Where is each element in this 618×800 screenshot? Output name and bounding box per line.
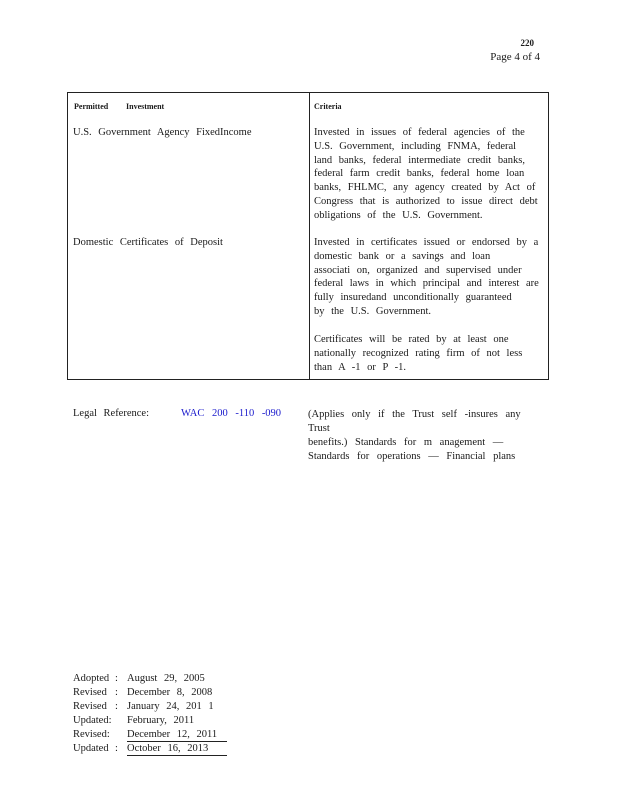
- history-row: [73, 728, 227, 742]
- history-label: Updated: [73, 743, 109, 754]
- history-colon: :: [115, 687, 118, 698]
- history-label: Revised: [73, 687, 107, 698]
- header-permitted: Permitted: [74, 102, 109, 111]
- history-date: December 12, 2011: [127, 728, 227, 742]
- legal-line: (Applies only if the Trust self -insures any Trust: [308, 409, 521, 434]
- policy-number: 220: [520, 38, 534, 48]
- criteria-line: domestic bank or a savings and loan: [314, 250, 491, 262]
- legal-reference-description: [308, 408, 536, 464]
- history-label: Updated:: [73, 715, 112, 726]
- criteria-line: by the U.S. Government.: [314, 305, 431, 317]
- history-date: January 24, 201 1: [127, 701, 214, 712]
- wac-reference-link[interactable]: WAC 200 -110 -090: [181, 408, 282, 419]
- history-colon: :: [115, 673, 118, 684]
- criteria-line: obligations of the U.S. Government.: [314, 209, 483, 221]
- criteria-line: Invested in issues of federal agencies of the: [314, 127, 525, 138]
- history-row: [73, 714, 227, 728]
- criteria-line: land banks, federal intermediate credit banks,: [314, 154, 525, 166]
- criteria-line: federal farm credit banks, federal home loan: [314, 168, 525, 180]
- history-row: [73, 686, 227, 700]
- column-divider: [309, 93, 310, 379]
- header-investment: Investment: [126, 102, 165, 111]
- history-colon: :: [115, 701, 118, 712]
- criteria-line: U.S. Government, including FNMA, federal: [314, 140, 517, 152]
- history-colon: [115, 728, 127, 742]
- criteria-line: fully insuredand unconditionally guaranteed: [314, 292, 512, 304]
- criteria-line: banks, FHLMC, any agency created by Act of: [314, 182, 536, 194]
- page-indicator: Page 4 of 4: [490, 51, 540, 63]
- criteria-line: than A -1 or P -1.: [314, 361, 406, 373]
- history-label: Revised:: [73, 729, 110, 740]
- criteria-line: Invested in certificates issued or endorsed by a: [314, 237, 539, 248]
- criteria-line: associati on, organized and supervised under: [314, 264, 522, 276]
- history-date: December 8, 2008: [127, 687, 213, 698]
- legal-line: Standards for operations — Financial plans: [308, 451, 516, 462]
- header-criteria: Criteria: [314, 102, 342, 111]
- history-date: February, 2011: [127, 715, 195, 726]
- criteria-domestic-cds: [314, 236, 540, 319]
- history-colon: [115, 714, 127, 728]
- legal-reference-label: Legal Reference:: [73, 408, 149, 419]
- history-row: [73, 672, 227, 686]
- history-label: Revised: [73, 701, 107, 712]
- history-row: [73, 742, 227, 756]
- criteria-line: Certificates will be rated by at least one: [314, 334, 509, 345]
- history-label: Adopted: [73, 673, 110, 684]
- history-date: August 29, 2005: [127, 673, 205, 684]
- criteria-line: nationally recognized rating firm of not less: [314, 347, 523, 359]
- criteria-us-gov-agency: [314, 126, 540, 223]
- investment-us-gov-agency: U.S. Government Agency FixedIncome: [73, 127, 252, 138]
- criteria-line: federal laws in which principal and interest are: [314, 278, 539, 290]
- legal-line: benefits.) Standards for m anagement —: [308, 437, 504, 448]
- criteria-line: Congress that is authorized to issue direct debt: [314, 195, 538, 207]
- criteria-domestic-cds-rating: [314, 333, 540, 374]
- history-colon: :: [115, 743, 118, 754]
- history-row: [73, 700, 227, 714]
- investment-domestic-cds: Domestic Certificates of Deposit: [73, 237, 223, 248]
- investment-table: [67, 92, 549, 380]
- history-date: October 16, 2013: [127, 742, 227, 756]
- revision-history: [73, 672, 227, 756]
